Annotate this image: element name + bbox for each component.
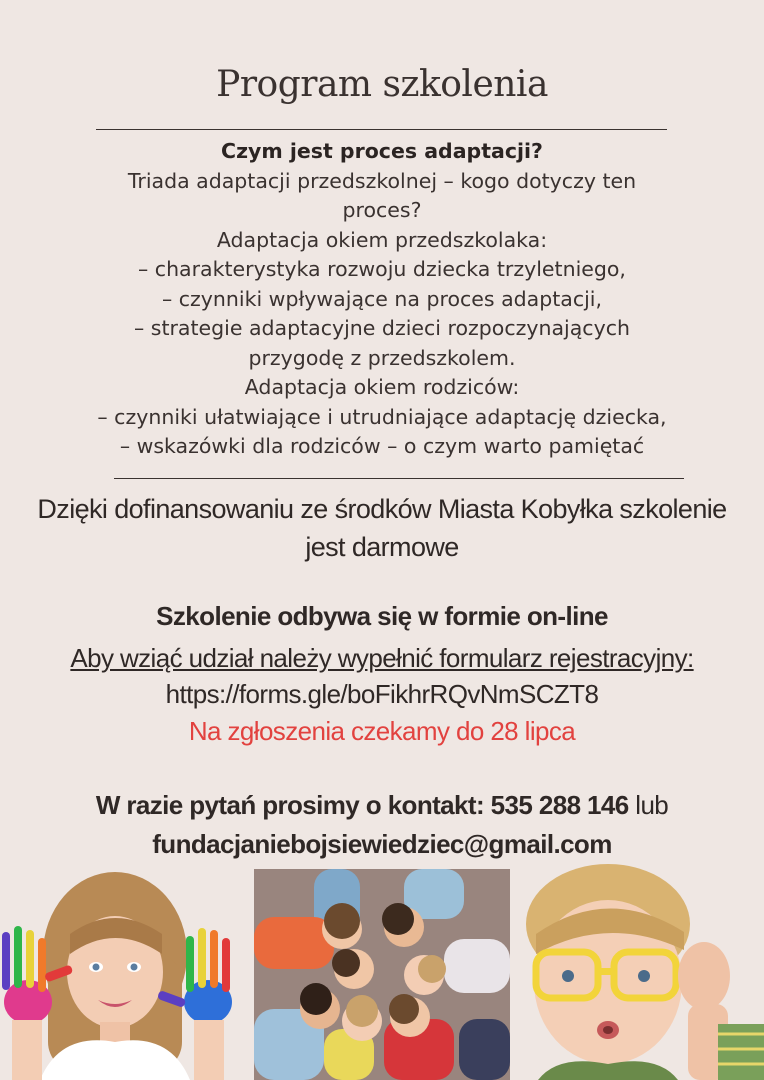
photo-boy-yellow-glasses xyxy=(518,864,764,1080)
deadline-notice: Na zgłoszenia czekamy do 28 lipca xyxy=(188,716,576,746)
program-heading: Czym jest proces adaptacji? xyxy=(221,139,543,163)
contact-email[interactable]: fundacjaniebojsiewiedziec@gmail.com xyxy=(152,829,612,859)
page-title: Program szkolenia xyxy=(216,64,548,105)
divider-middle xyxy=(114,478,684,479)
program-line: – strategie adaptacyjne dzieci rozpoczynających xyxy=(134,316,630,340)
photo-girl-painted-hands xyxy=(0,862,250,1080)
contact-or: lub xyxy=(628,790,669,820)
program-list xyxy=(60,137,704,462)
contact-phone: W razie pytań prosimy o kontakt: 535 288 146 xyxy=(95,790,629,820)
program-line: – wskazówki dla rodziców – o czym warto pamiętać xyxy=(119,434,645,458)
program-line: Adaptacja okiem rodziców: xyxy=(244,375,520,399)
funding-line-1: Dzięki dofinansowaniu ze środków Miasta Kobyłka szkolenie xyxy=(37,494,727,524)
registration-link[interactable]: https://forms.gle/boFikhrRQvNmSCZT8 xyxy=(165,679,599,709)
program-line: Adaptacja okiem przedszkolaka: xyxy=(216,227,548,252)
registration-instruction: Aby wziąć udział należy wypełnić formularz rejestracyjny: xyxy=(70,643,694,673)
program-line: Triada adaptacji przedszkolnej – kogo dotyczy ten xyxy=(127,168,637,193)
photo-children-circle xyxy=(254,869,510,1080)
program-line: – czynniki wpływające na proces adaptacji, xyxy=(161,286,603,311)
online-format-text: Szkolenie odbywa się w formie on-line xyxy=(156,601,608,631)
program-line: proces? xyxy=(342,198,422,222)
funding-note xyxy=(30,490,734,566)
program-line: – charakterystyka rozwoju dziecka trzyletniego, xyxy=(138,257,626,281)
contact-line xyxy=(20,790,744,821)
funding-line-2: jest darmowe xyxy=(305,532,459,562)
divider-top xyxy=(96,129,667,130)
program-line: – czynniki ułatwiające i utrudniające adaptację dziecka, xyxy=(97,404,667,429)
program-line: przygodę z przedszkolem. xyxy=(248,345,516,370)
